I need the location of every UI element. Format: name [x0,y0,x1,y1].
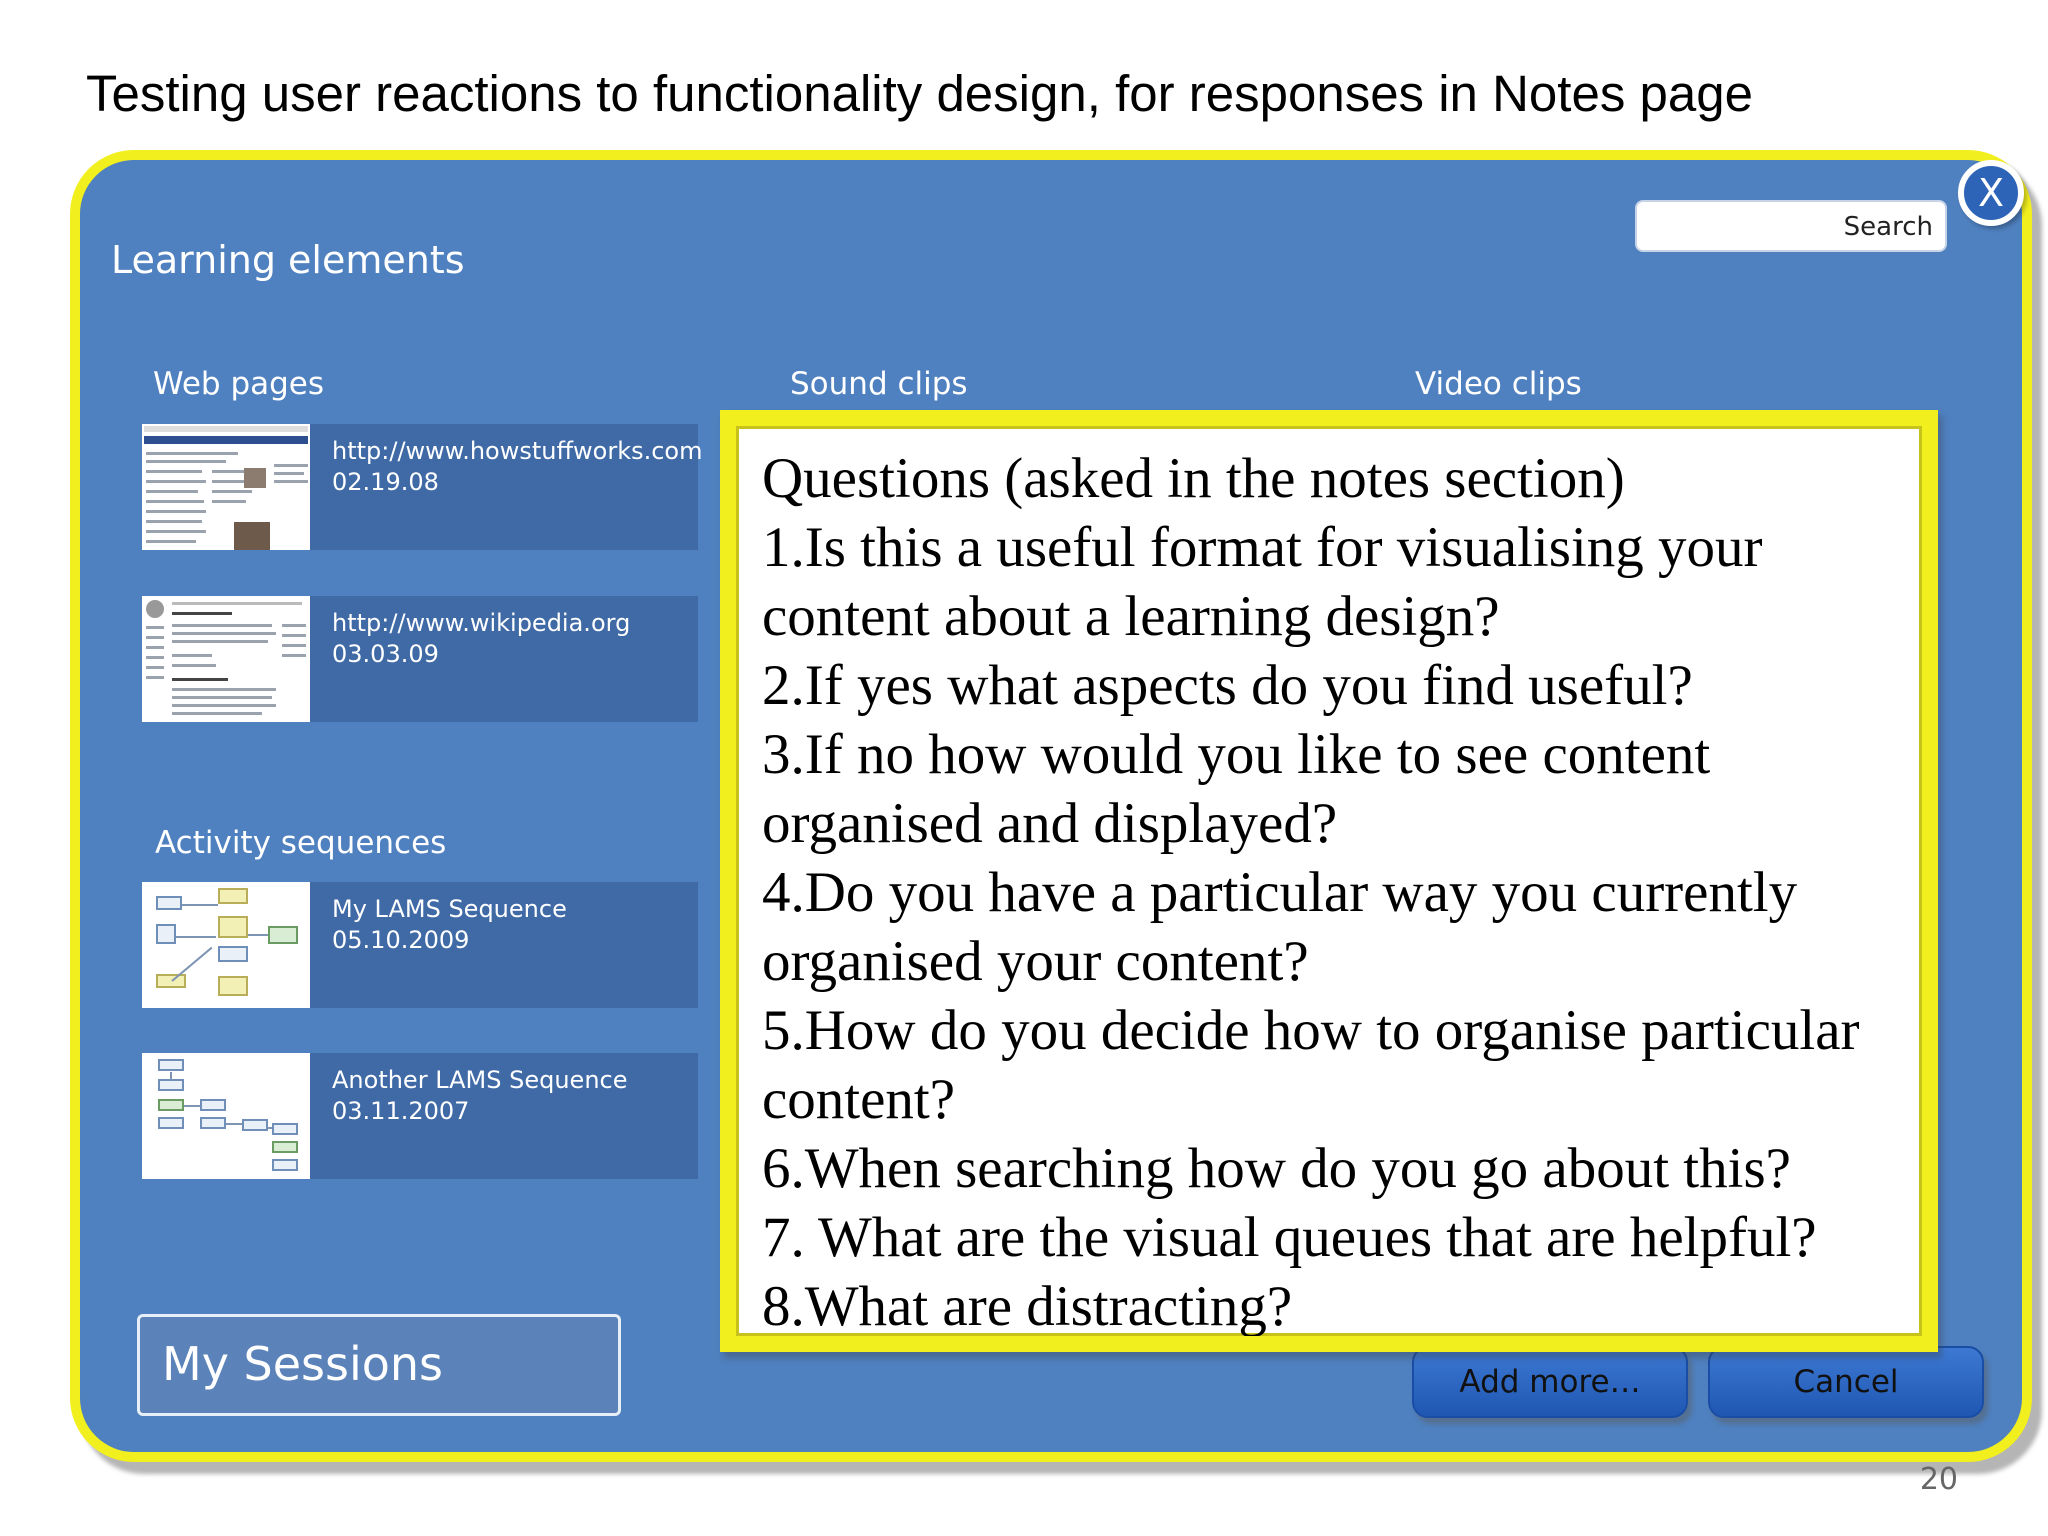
my-sessions-button[interactable]: My Sessions [137,1314,621,1416]
section-label-activity-sequences: Activity sequences [155,825,447,861]
sequence-thumbnail [142,1053,310,1179]
close-button[interactable]: X [1958,160,2024,226]
section-label-web-pages: Web pages [153,366,325,402]
question-line: organised your content? [762,930,1309,993]
slide-title: Testing user reactions to functionality design, for responses in Notes page [86,65,1753,122]
question-line: 5.How do you decide how to organise particular [762,999,1860,1062]
web-page-url: http://www.wikipedia.org [332,609,631,637]
question-line: content? [762,1068,956,1131]
web-page-thumbnail [142,424,310,550]
questions-overlay [720,410,1938,1352]
questions-heading: Questions (asked in the notes section) [762,447,1625,510]
sequence-date: 03.11.2007 [332,1097,470,1125]
page-number: 20 [1919,1462,1958,1497]
cancel-button[interactable]: Cancel [1708,1346,1984,1418]
sequence-date: 05.10.2009 [332,926,470,954]
activity-sequence-item[interactable] [142,1053,698,1179]
panel-title: Learning elements [111,238,465,282]
section-label-video-clips: Video clips [1415,366,1582,402]
web-page-item[interactable] [142,424,703,550]
section-label-sound-clips: Sound clips [790,366,968,402]
add-more-button[interactable]: Add more… [1412,1346,1688,1418]
web-page-thumbnail [142,596,310,722]
web-page-url: http://www.howstuffworks.com [332,437,703,465]
question-line: content about a learning design? [762,585,1500,648]
search-input[interactable]: Search [1635,200,1947,252]
sequence-name: My LAMS Sequence [332,895,567,923]
activity-sequence-item[interactable] [142,882,698,1008]
question-line: 8.What are distracting? [762,1275,1293,1338]
sequence-name: Another LAMS Sequence [332,1066,628,1094]
question-line: 7. What are the visual queues that are helpful? [762,1206,1817,1269]
web-page-date: 03.03.09 [332,640,439,668]
question-line: 1.Is this a useful format for visualising your [762,516,1763,579]
web-page-date: 02.19.08 [332,468,439,496]
question-line: organised and displayed? [762,792,1338,855]
web-page-item[interactable] [142,596,698,722]
question-line: 2.If yes what aspects do you find useful? [762,654,1693,717]
question-line: 6.When searching how do you go about this? [762,1137,1791,1200]
sequence-thumbnail [142,882,310,1008]
question-line: 3.If no how would you like to see content [762,723,1711,786]
question-line: 4.Do you have a particular way you currently [762,861,1798,924]
